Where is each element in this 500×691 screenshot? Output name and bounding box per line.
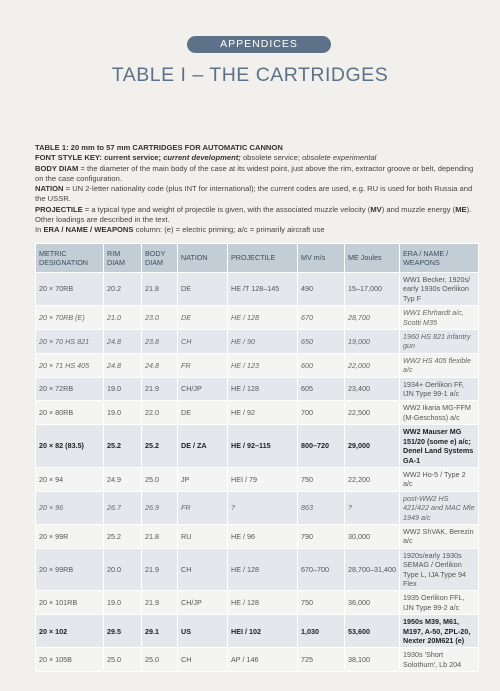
table-cell: 1920s/early 1930s SEMAG / Oerlikon Type L, IJA Type 94 Flex	[400, 548, 479, 591]
table-cell: 20 × 71 HS 405	[36, 353, 104, 377]
table-cell: FR	[178, 353, 228, 377]
table-cell: 24.8	[104, 330, 142, 354]
table-cell: 23,400	[345, 377, 400, 401]
table-cell: 21.9	[142, 591, 178, 615]
table-cell: 21.9	[142, 377, 178, 401]
table-cell: 29.1	[142, 615, 178, 648]
table-cell: CH	[178, 330, 228, 354]
table-cell: 20 × 82 (83.5)	[36, 425, 104, 468]
table-cell: HE / 128	[228, 306, 298, 330]
column-header: METRIC DESIGNATION	[36, 244, 104, 273]
table-cell: 1950s M39, M61, M197, A-50, ZPL-20, Nexter 20M621 (e)	[400, 615, 479, 648]
table-cell: 20.2	[104, 273, 142, 306]
table-cell: HE / 128	[228, 548, 298, 591]
table-cell: WW2 ShVAK, Berezin a/c	[400, 524, 479, 548]
table-cell: 26.9	[142, 491, 178, 524]
table-cell: 20 × 70 HS 821	[36, 330, 104, 354]
column-header: ERA / NAME / WEAPONS	[400, 244, 479, 273]
table-cell: 750	[298, 467, 345, 491]
table-cell: 1960 HS 821 infantry gun	[400, 330, 479, 354]
table-row	[36, 273, 479, 306]
table-cell: 20 × 101RB	[36, 591, 104, 615]
table-cell: WW2 HS 405 flexible a/c	[400, 353, 479, 377]
table-cell: 25.0	[142, 648, 178, 672]
table-cell: 670–700	[298, 548, 345, 591]
table-row	[36, 467, 479, 491]
table-cell: 25.2	[142, 425, 178, 468]
table-cell: CH/JP	[178, 377, 228, 401]
table-cell: 25.2	[104, 425, 142, 468]
table-cell: 19.0	[104, 377, 142, 401]
table-cell: 36,000	[345, 591, 400, 615]
table-cell: 28,700–31,400	[345, 548, 400, 591]
table-cell: WW1 Ehrhardt a/c, Scotti M35	[400, 306, 479, 330]
table-cell: RU	[178, 524, 228, 548]
table-cell: 725	[298, 648, 345, 672]
table-cell: 790	[298, 524, 345, 548]
table-cell: 863	[298, 491, 345, 524]
table-cell: 1,030	[298, 615, 345, 648]
table-cell: 23.0	[142, 306, 178, 330]
table-caption: TABLE 1: 20 mm to 57 mm CARTRIDGES FOR AUTOMATIC CANNON	[35, 143, 283, 152]
table-cell: ?	[228, 491, 298, 524]
table-cell: WW2 Ikaria MG-FFM (M-Geschoss) a/c	[400, 401, 479, 425]
table-cell: DE	[178, 401, 228, 425]
table-cell: HE / 96	[228, 524, 298, 548]
table-cell: 490	[298, 273, 345, 306]
table-row	[36, 548, 479, 591]
table-cell: 1935 Oerlikon FFL, IJN Type 99-2 a/c	[400, 591, 479, 615]
table-cell: 21.9	[142, 548, 178, 591]
table-cell: 29,000	[345, 425, 400, 468]
body-diam-definition: BODY DIAM = the diameter of the main body of the case at its widest point, just above the rim, extractor groove or belt, depending on the case configuration.	[35, 163, 474, 183]
table-cell: 21.8	[142, 524, 178, 548]
table-cell: HE / 92	[228, 401, 298, 425]
table-cell: 20 × 80RB	[36, 401, 104, 425]
table-row	[36, 353, 479, 377]
era-definition: In ERA / NAME / WEAPONS column: (e) = electric priming; a/c = primarily aircraft use	[35, 225, 325, 235]
table-cell: CH/JP	[178, 591, 228, 615]
table-cell: CH	[178, 548, 228, 591]
table-body	[36, 273, 479, 672]
table-cell: 29.5	[104, 615, 142, 648]
section-banner: APPENDICES	[187, 36, 331, 53]
table-cell: 1930s 'Short Solothurn', Lb 204	[400, 648, 479, 672]
column-header: ME Joules	[345, 244, 400, 273]
table-cell: 24.9	[104, 467, 142, 491]
table-cell: FR	[178, 491, 228, 524]
table-cell: 38,100	[345, 648, 400, 672]
table-cell: 20 × 105B	[36, 648, 104, 672]
table-cell: 750	[298, 591, 345, 615]
cartridge-table	[35, 243, 479, 672]
table-cell: AP / 146	[228, 648, 298, 672]
table-cell: 22,200	[345, 467, 400, 491]
table-cell: HE / 128	[228, 591, 298, 615]
table-cell: HE / 128	[228, 377, 298, 401]
table-cell: 21.0	[104, 306, 142, 330]
table-cell: 600	[298, 353, 345, 377]
table-row	[36, 648, 479, 672]
table-cell: 700	[298, 401, 345, 425]
table-cell: 24.8	[142, 353, 178, 377]
table-row	[36, 524, 479, 548]
table-cell: 28,700	[345, 306, 400, 330]
table-cell: 20 × 94	[36, 467, 104, 491]
table-cell: 15–17,000	[345, 273, 400, 306]
table-row	[36, 491, 479, 524]
table-cell: WW2 Ho-5 / Type 2 a/c	[400, 467, 479, 491]
column-header: NATION	[178, 244, 228, 273]
table-header-row	[36, 244, 479, 273]
table-cell: 605	[298, 377, 345, 401]
table-cell: 26.7	[104, 491, 142, 524]
table-row	[36, 306, 479, 330]
table-cell: HE /T 128–145	[228, 273, 298, 306]
table-row	[36, 425, 479, 468]
projectile-definition: PROJECTILE = a typical type and weight of projectile is given, with the associated muzzle velocity (MV) and muzzle energy (ME). Other loadings are described in the text.	[35, 204, 472, 225]
table-cell: 20 × 99RB	[36, 548, 104, 591]
table-row	[36, 591, 479, 615]
table-row	[36, 330, 479, 354]
table-cell: 21.8	[142, 273, 178, 306]
table-legend	[35, 143, 480, 236]
table-cell: 670	[298, 306, 345, 330]
table-cell: 25.2	[104, 524, 142, 548]
column-header: PROJECTILE	[228, 244, 298, 273]
table-cell: 24.8	[104, 353, 142, 377]
table-cell: HE / 123	[228, 353, 298, 377]
table-row	[36, 377, 479, 401]
table-row	[36, 401, 479, 425]
table-cell: 22.0	[142, 401, 178, 425]
table-cell: HEI / 102	[228, 615, 298, 648]
table-cell: 53,600	[345, 615, 400, 648]
table-cell: DE / ZA	[178, 425, 228, 468]
table-cell: 20.0	[104, 548, 142, 591]
table-cell: CH	[178, 648, 228, 672]
table-cell: 800–720	[298, 425, 345, 468]
table-cell: 20 × 70RB (E)	[36, 306, 104, 330]
table-cell: 25.0	[142, 467, 178, 491]
table-cell: 20 × 70RB	[36, 273, 104, 306]
table-cell: ?	[345, 491, 400, 524]
table-cell: WW1 Becker, 1920s/ early 1930s Oerlikon Typ F	[400, 273, 479, 306]
table-cell: HE / 92–115	[228, 425, 298, 468]
table-cell: HEI / 79	[228, 467, 298, 491]
table-cell: 20 × 102	[36, 615, 104, 648]
table-cell: JP	[178, 467, 228, 491]
table-cell: 20 × 72RB	[36, 377, 104, 401]
table-cell: 650	[298, 330, 345, 354]
page-title: TABLE I – THE CARTRIDGES	[111, 64, 389, 86]
table-cell: 20 × 96	[36, 491, 104, 524]
table-cell: WW2 Mauser MG 151/20 (some e) a/c; Denel Land Systems GA-1	[400, 425, 479, 468]
table-cell: 25.0	[104, 648, 142, 672]
font-style-key: FONT STYLE KEY: current service; current development; obsolete service; obsolete experimental	[35, 153, 377, 163]
table-cell: 19.0	[104, 591, 142, 615]
table-cell: 22,000	[345, 353, 400, 377]
table-cell: 1934+ Oerlikon FF, IJN Type 99-1 a/c	[400, 377, 479, 401]
table-cell: 30,000	[345, 524, 400, 548]
column-header: BODY DIAM	[142, 244, 178, 273]
column-header: RIM DIAM	[104, 244, 142, 273]
table-cell: 20 × 99R	[36, 524, 104, 548]
table-cell: DE	[178, 273, 228, 306]
column-header: MV m/s	[298, 244, 345, 273]
table-cell: DE	[178, 306, 228, 330]
table-cell: post-WW2 HS 421/422 and MAC Mle 1949 a/c	[400, 491, 479, 524]
table-cell: 19,000	[345, 330, 400, 354]
table-row	[36, 615, 479, 648]
table-cell: US	[178, 615, 228, 648]
table-cell: 22,500	[345, 401, 400, 425]
table-cell: 19.0	[104, 401, 142, 425]
table-cell: 23.8	[142, 330, 178, 354]
table-cell: HE / 90	[228, 330, 298, 354]
nation-definition: NATION = UN 2-letter nationality code (plus INT for international); the current codes are used, e.g. RU is used for both Russia and the USSR.	[35, 184, 473, 204]
